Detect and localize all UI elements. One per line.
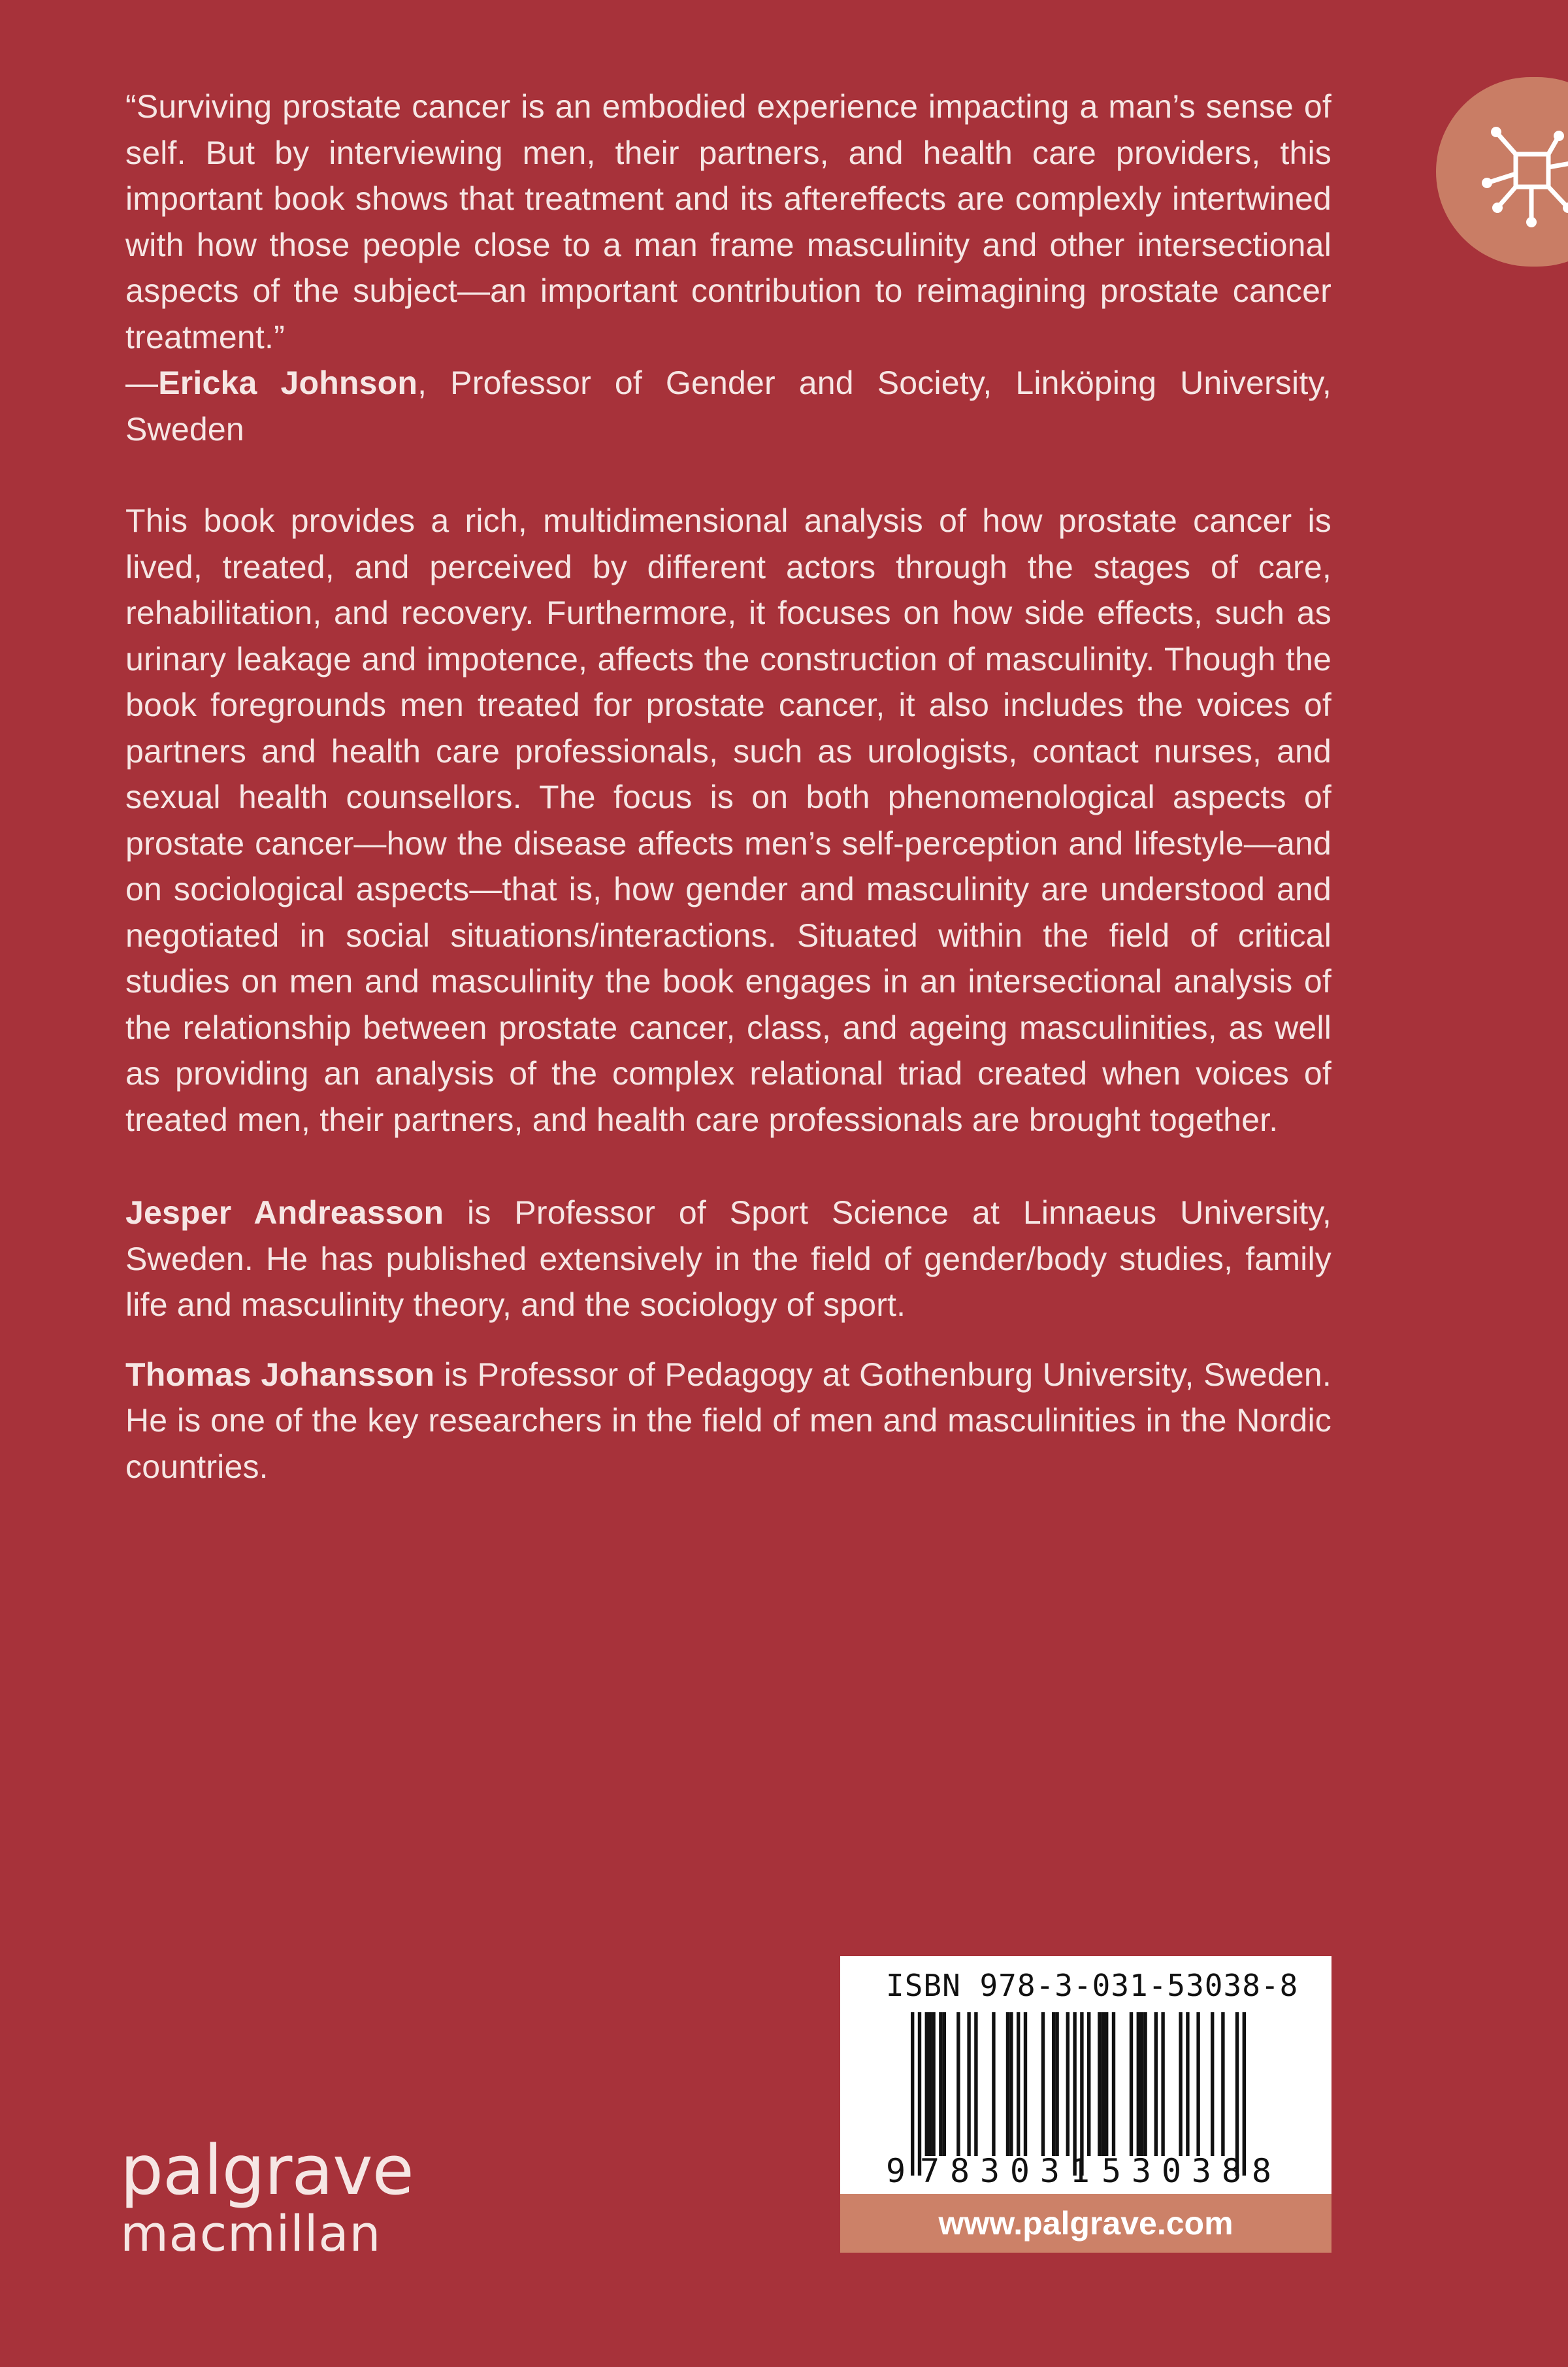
barcode-bar [1087, 2012, 1090, 2156]
isbn-label: ISBN 978-3-031-53038-8 [886, 1968, 1299, 2003]
barcode-bar [925, 2012, 928, 2156]
barcode-bar [1161, 2012, 1164, 2156]
palgrave-network-icon [1475, 110, 1568, 234]
barcode-bar [928, 2012, 932, 2156]
barcode-bar [932, 2012, 935, 2156]
barcode-lead-digit: 9 [886, 2152, 906, 2190]
author-bio [125, 1190, 1331, 1328]
endorsement-dash: — [125, 365, 159, 401]
endorsement-affiliation: , Professor of Gender and Society, Linköping University, Sweden [125, 365, 1331, 448]
barcode-bars [840, 1956, 1331, 2194]
barcode-bar [939, 2012, 942, 2156]
barcode-bar [1186, 2012, 1189, 2156]
barcode-right-group: 530388 [1102, 2152, 1271, 2190]
barcode-bar [1098, 2012, 1101, 2156]
barcode-bar [911, 2012, 914, 2176]
barcode-bar [1179, 2012, 1182, 2156]
barcode-bar [956, 2012, 960, 2156]
barcode-bar [992, 2012, 995, 2156]
barcode-bar [1112, 2012, 1115, 2156]
barcode-bar [1130, 2012, 1133, 2156]
barcode-bar [1196, 2012, 1200, 2156]
endorsement-quote-text: “Surviving prostate cancer is an embodied experience impacting a man’s sense of self. But by interviewing men, their partners, and health care providers, this important book shows that treatment and its aftereffects are complexly intertwined with how those people close to a man frame masculinity and other intersectional aspects of the subject—an important contribution to reimagining prostate cancer treatment.” [125, 88, 1331, 355]
barcode-bar [1140, 2012, 1143, 2156]
barcode-bar [1143, 2012, 1147, 2156]
publisher-badge [1436, 77, 1568, 267]
author-bio-text: is Professor of Pedagogy at Gothenburg University, Sweden. He is one of the key researchers in the field of men and masculinities in the Nordic countries. [125, 1356, 1331, 1485]
barcode-bar [918, 2012, 921, 2176]
barcode-bar [1080, 2012, 1083, 2176]
barcode-bar [1235, 2012, 1239, 2176]
barcode-bar [1006, 2012, 1009, 2156]
barcode-bar [1017, 2012, 1020, 2156]
publisher-logo-line1: palgrave [120, 2130, 414, 2210]
barcode-bar [967, 2012, 970, 2156]
barcode-bar [1243, 2012, 1246, 2176]
author-bio-text: is Professor of Sport Science at Linnaeus University, Sweden. He has published extensively in the field of gender/body studies, family life and masculinity theory, and the sociology of sport. [125, 1194, 1331, 1323]
barcode-bar [1009, 2012, 1013, 2156]
author-name: Jesper Andreasson [125, 1194, 444, 1231]
barcode-bar [1066, 2012, 1070, 2156]
barcode-left-group: 783031 [920, 2152, 1090, 2190]
barcode-bar [1052, 2012, 1055, 2156]
book-description: This book provides a rich, multidimensional analysis of how prostate cancer is lived, treated, and perceived by different actors through the stages of care, rehabilitation, and recovery. Furthermore, it focuses on how side effects, such as urinary leakage and impotence, affects the construction of masculinity. Though the book foregrounds men treated for prostate cancer, it also includes the voices of partners and health care professionals, such as urologists, contact nurses, and sexual health counsellors. The focus is on both phenomenological aspects of prostate cancer—how the disease affects men’s self-perception and lifestyle—and on sociological aspects—that is, how gender and masculinity are understood and negotiated in social situations/interactions. Situated within the field of critical studies on men and masculinity the book engages in an intersectional analysis of the relationship between prostate cancer, class, and ageing masculinities, as well as providing an analysis of the complex relational triad created when voices of treated men, their partners, and health care professionals are brought together. [125, 502, 1331, 1138]
barcode-bar [1024, 2012, 1027, 2156]
barcode-bar [1102, 2012, 1105, 2156]
barcode-bar [1154, 2012, 1158, 2156]
back-cover-text [125, 84, 1331, 1490]
endorsement-quote [125, 84, 1331, 452]
barcode-bar [1041, 2012, 1045, 2156]
publisher-url[interactable]: www.palgrave.com [840, 2194, 1331, 2253]
barcode-bar [1137, 2012, 1140, 2156]
author-name: Thomas Johansson [125, 1356, 435, 1393]
barcode-bar [1105, 2012, 1108, 2156]
publisher-logo [120, 2130, 414, 2263]
barcode-bar [1221, 2012, 1224, 2156]
barcode-bar [974, 2012, 977, 2156]
author-bio [125, 1352, 1331, 1490]
publisher-logo-line2: macmillan [120, 2204, 382, 2262]
barcode-bar [1073, 2012, 1076, 2176]
barcode-bar [943, 2012, 946, 2156]
barcode-bar [1055, 2012, 1058, 2156]
endorsement-author: Ericka Johnson [158, 365, 418, 401]
barcode-bar [1211, 2012, 1214, 2156]
isbn-barcode [840, 1956, 1331, 2194]
